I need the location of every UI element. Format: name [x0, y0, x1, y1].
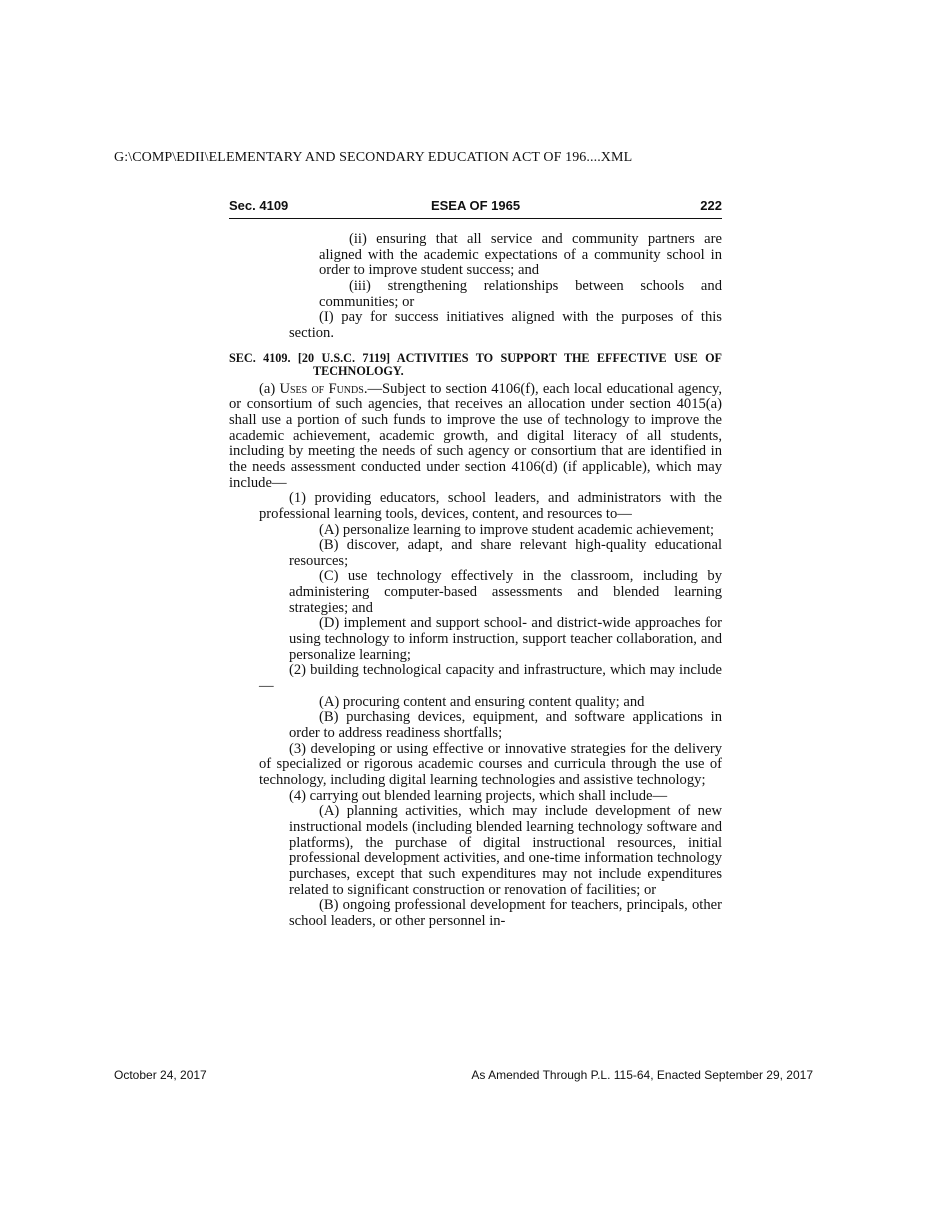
page-number: 222 — [700, 198, 722, 213]
clause-ii: (ii) ensuring that all service and community partners are aligned with the academic expectations of a community school in order to improve student success; and — [319, 231, 722, 279]
running-header — [229, 198, 722, 219]
header-section: Sec. 4109 — [229, 198, 289, 213]
paragraph-4-B: (B) ongoing professional development for teachers, principals, other school leaders, or other personnel in- — [289, 897, 722, 929]
paragraph-2-B: (B) purchasing devices, equipment, and software applications in order to address readiness shortfalls; — [289, 709, 722, 742]
paragraph-2-A: (A) procuring content and ensuring content quality; and — [319, 693, 645, 710]
paragraph-1-B: (B) discover, adapt, and share relevant high-quality educational resources; — [289, 537, 722, 569]
subsection-a-text: .—Subject to section 4106(f), each local educational agency, or consortium of such agencies, that receives an allocation under section 4015(a) shall use a portion of such funds to improve the use of technology to improve the academic achievement, academic growth, and digital literacy of all students, including by meeting the needs of such agency or consortium that are identified in the needs assessment conducted under section 4106(d) (if applicable), which may include— — [229, 380, 722, 491]
subsection-a — [229, 382, 722, 492]
clause-I: (I) pay for success initiatives aligned with the purposes of this section. — [289, 309, 722, 341]
subsection-a-heading: Uses of Funds — [279, 380, 364, 397]
paragraph-1-C: (C) use technology effectively in the classroom, including by administering computer-based assessments and blended learning strategies; and — [289, 568, 722, 616]
clause-iii: (iii) strengthening relationships between schools and communities; or — [319, 277, 722, 310]
footer-date: October 24, 2017 — [114, 1068, 207, 1082]
paragraph-1-D: (D) implement and support school- and district-wide approaches for using technology to inform instruction, support teacher collaboration, and personalize learning; — [289, 615, 722, 663]
paragraph-4-A: (A) planning activities, which may include development of new instructional models (including blended learning technology software and platforms), the purchase of digital instructional resources, initial professional development activities, and one-time information technology purchases, except that such expenditures may not include expenditures related to significant construction or renovation of facilities; or — [289, 803, 722, 898]
header-title: ESEA OF 1965 — [430, 198, 521, 213]
section-heading: SEC. 4109. [20 U.S.C. 7119] ACTIVITIES TO SUPPORT THE EFFECTIVE USE OF TECHNOLOGY. — [229, 350, 722, 378]
paragraph-4: (4) carrying out blended learning projects, which shall include— — [289, 787, 668, 804]
paragraph-2: (2) building technological capacity and infrastructure, which may include— — [259, 662, 722, 695]
paragraph-1-A: (A) personalize learning to improve student academic achievement; — [319, 521, 715, 538]
paragraph-1: (1) providing educators, school leaders, and administrators with the professional learning tools, devices, content, and resources to— — [259, 490, 722, 522]
footer-amended: As Amended Through P.L. 115-64, Enacted September 29, 2017 — [471, 1068, 813, 1082]
document-body — [229, 232, 722, 930]
paragraph-3: (3) developing or using effective or innovative strategies for the delivery of specialized or rigorous academic courses and curricula through the use of technology, including digital learning technologies and assistive technology; — [259, 740, 722, 788]
file-path: G:\COMP\EDII\ELEMENTARY AND SECONDARY EDUCATION ACT OF 196....XML — [114, 150, 633, 165]
subsection-a-prefix: (a) — [259, 380, 280, 397]
